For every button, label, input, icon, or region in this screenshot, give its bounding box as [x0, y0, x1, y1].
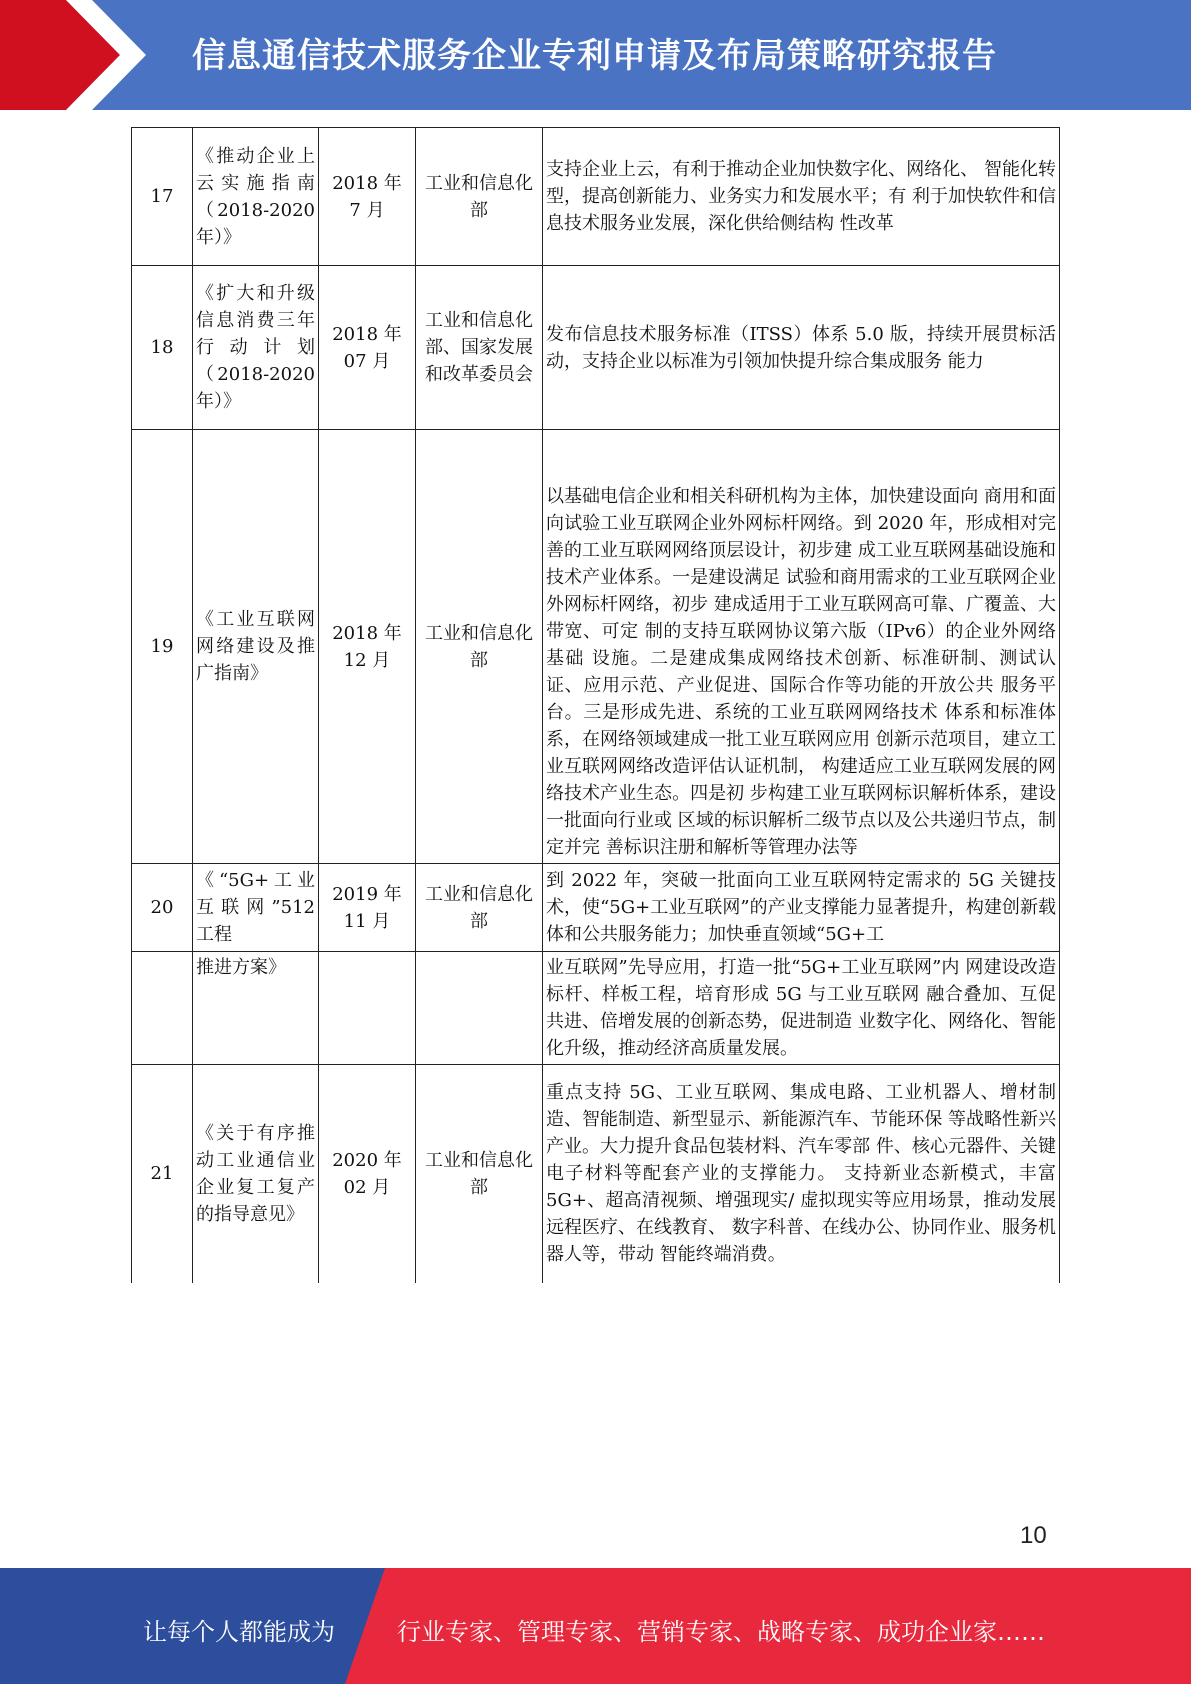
issue-date: 2018 年 12 月 [319, 430, 416, 864]
policy-description: 发布信息技术服务标准（ITSS）体系 5.0 版，持续开展贯标活动，支持企业以标准为引领加快提升综合集成服务 能力 [543, 266, 1060, 430]
policy-description: 以基础电信企业和相关科研机构为主体，加快建设面向 商用和面向试验工业互联网企业外网标杆网络。到 2020 年，形成相对完善的工业互联网网络顶层设计，初步建 成工业互联网基础设施和技术产业体系。一是建设满足 试验和商用需求的工业互联网企业外网标杆网络，初步 建成适用于工业互联网高可靠、广覆盖、大带宽、可定 制的支持互联网协议第六版（IPv6）的企业外网络基础 设施。二是建成集成网络技术创新、标准研制、测试认 证、应用示范、产业促进、国际合作等功能的开放公共 服务平台。三是形成先进、系统的工业互联网网络技术 体系和标准体系，在网络领域建成一批工业互联网应用 创新示范项目，建立工业互联网网络改造评估认证机制， 构建适应工业互联网发展的网络技术产业生态。四是初 步构建工业互联网标识解析体系，建设一批面向行业或 区域的标识解析二级节点以及公共递归节点，制定并完 善标识注册和解析等管理办法等 [543, 430, 1060, 864]
issuing-department: 工业和信息化部 [416, 1065, 543, 1283]
issuing-department [416, 952, 543, 1065]
policy-name: 推进方案》 [193, 952, 319, 1065]
policy-name: 《关于有序推动工业通信业企业复工复产的指导意见》 [193, 1065, 319, 1283]
issuing-department: 工业和信息化部、国家发展和改革委员会 [416, 266, 543, 430]
row-number: 19 [132, 430, 193, 864]
row-number: 20 [132, 864, 193, 952]
issue-date: 2020 年 02 月 [319, 1065, 416, 1283]
policy-description: 到 2022 年，突破一批面向工业互联网特定需求的 5G 关键技术，使“5G+工业互联网”的产业支撑能力显著提升，构建创新载体和公共服务能力；加快垂直领域“5G+工 [543, 864, 1060, 952]
issuing-department: 工业和信息化部 [416, 430, 543, 864]
policy-name: 《工业互联网网络建设及推广指南》 [193, 430, 319, 864]
table-row [132, 952, 1060, 1065]
issuing-department: 工业和信息化部 [416, 864, 543, 952]
table-row [132, 128, 1060, 266]
policy-description: 支持企业上云，有利于推动企业加快数字化、网络化、 智能化转型，提高创新能力、业务实力和发展水平；有 利于加快软件和信息技术服务业发展，深化供给侧结构 性改革 [543, 128, 1060, 266]
row-number: 17 [132, 128, 193, 266]
issue-date: 2018 年 7 月 [319, 128, 416, 266]
issue-date: 2019 年 11 月 [319, 864, 416, 952]
row-number: 21 [132, 1065, 193, 1283]
policy-description: 重点支持 5G、工业互联网、集成电路、工业机器人、增材制造、智能制造、新型显示、新能源汽车、节能环保 等战略性新兴产业。大力提升食品包装材料、汽车零部 件、核心元器件、关键电子材料等配套产业的支撑能力。 支持新业态新模式，丰富 5G+、超高清视频、增强现实/ 虚拟现实等应用场景，推动发展远程医疗、在线教育、 数字科普、在线办公、协同作业、服务机器人等，带动 智能终端消费。 [543, 1065, 1060, 1283]
issue-date: 2018 年 07 月 [319, 266, 416, 430]
policy-name: 《扩大和升级信息消费三年行动计划（2018-2020年）》 [193, 266, 319, 430]
issue-date [319, 952, 416, 1065]
table-row [132, 1065, 1060, 1283]
policy-name: 《推动企业上云实施指南（2018-2020年）》 [193, 128, 319, 266]
table-row [132, 864, 1060, 952]
row-number [132, 952, 193, 1065]
page-header [0, 0, 1191, 110]
table-row [132, 266, 1060, 430]
policy-name: 《“5G+工业互联网”512 工程 [193, 864, 319, 952]
page-number: 10 [1020, 1522, 1047, 1549]
row-number: 18 [132, 266, 193, 430]
footer-slogan-right: 行业专家、管理专家、营销专家、战略专家、成功企业家…… [397, 1618, 1045, 1646]
issuing-department: 工业和信息化部 [416, 128, 543, 266]
policy-table [131, 127, 1060, 1283]
policy-description: 业互联网”先导应用，打造一批“5G+工业互联网”内 网建设改造标杆、样板工程，培育形成 5G 与工业互联网 融合叠加、互促共进、倍增发展的创新态势，促进制造 业数字化、网络化、智能化升级，推动经济高质量发展。 [543, 952, 1060, 1065]
page-footer [0, 1568, 1191, 1684]
table-row [132, 430, 1060, 864]
report-title: 信息通信技术服务企业专利申请及布局策略研究报告 [192, 36, 997, 76]
footer-slogan-left: 让每个人都能成为 [143, 1618, 335, 1646]
